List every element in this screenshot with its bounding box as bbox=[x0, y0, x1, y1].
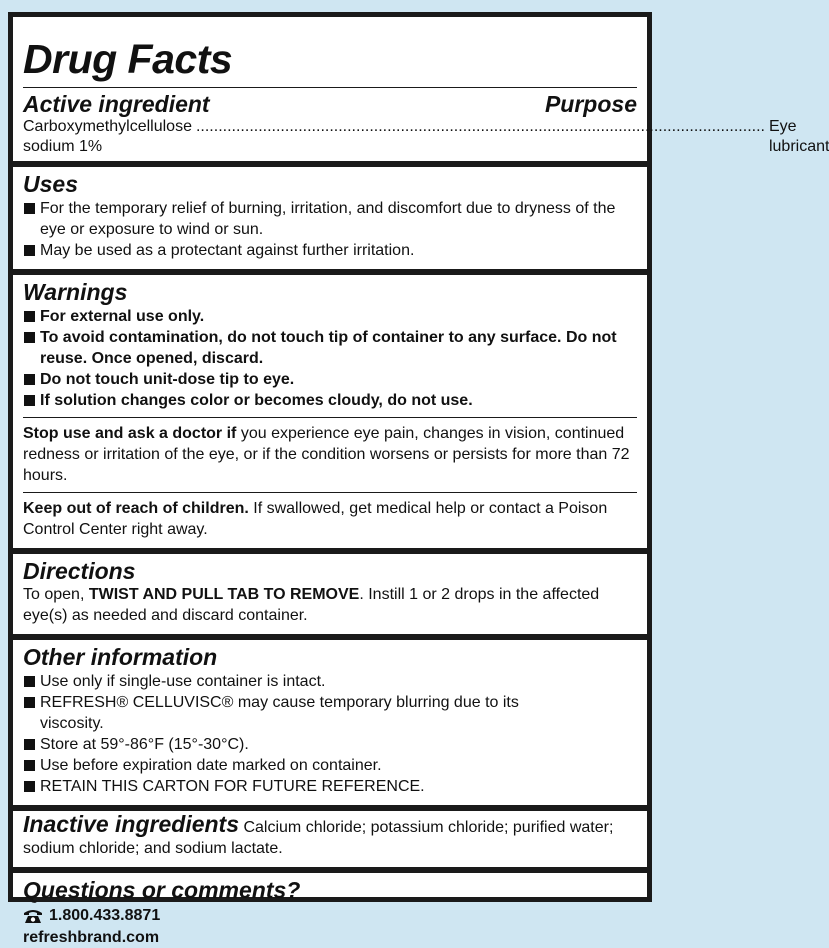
square-bullet-icon bbox=[24, 697, 35, 708]
list-item: Use only if single-use container is intact. bbox=[23, 671, 637, 692]
uses-heading: Uses bbox=[23, 171, 78, 197]
square-bullet-icon bbox=[24, 245, 35, 256]
square-bullet-icon bbox=[24, 374, 35, 385]
website-link[interactable]: refreshbrand.com bbox=[23, 929, 160, 946]
stop-use-paragraph: Stop use and ask a doctor if you experience eye pain, changes in vision, continued redness or irritation of the eye, or if the condition worsens or persists for more than 72 hours. bbox=[23, 425, 630, 484]
purpose-heading: Purpose bbox=[544, 91, 637, 117]
section-divider bbox=[13, 867, 647, 873]
questions-heading: Questions or comments? bbox=[23, 877, 301, 903]
page-title: Drug Facts bbox=[23, 36, 233, 82]
divider bbox=[23, 492, 637, 493]
list-item: Store at 59°-86°F (15°-30°C). bbox=[23, 734, 637, 755]
square-bullet-icon bbox=[24, 203, 35, 214]
drug-facts-panel bbox=[8, 12, 829, 946]
leader-dots bbox=[196, 117, 765, 137]
active-ingredient-row bbox=[23, 117, 829, 157]
inactive-ingredients-heading: Inactive ingredients bbox=[23, 811, 240, 837]
square-bullet-icon bbox=[24, 311, 35, 322]
other-information-heading: Other information bbox=[23, 644, 218, 670]
inactive-ingredients-paragraph: Inactive ingredients Calcium chloride; potassium chloride; purified water; sodium chloride; and sodium lactate. bbox=[23, 811, 614, 857]
list-item: RETAIN THIS CARTON FOR FUTURE REFERENCE. bbox=[23, 776, 637, 797]
section-divider bbox=[13, 161, 647, 167]
warnings-list bbox=[23, 306, 637, 411]
uses-list bbox=[23, 198, 637, 261]
square-bullet-icon bbox=[24, 739, 35, 750]
divider bbox=[23, 417, 637, 418]
section-divider bbox=[13, 634, 647, 640]
active-header-row bbox=[23, 91, 637, 117]
active-ingredient-purpose: Eye lubricant bbox=[768, 118, 829, 155]
keep-out-paragraph: Keep out of reach of children. If swallowed, get medical help or contact a Poison Control Center right away. bbox=[23, 500, 608, 538]
active-ingredient-name: Carboxymethylcellulose sodium 1% bbox=[23, 118, 192, 155]
active-ingredient-heading: Active ingredient bbox=[23, 91, 210, 117]
list-item: Use before expiration date marked on container. bbox=[23, 755, 637, 776]
warnings-heading: Warnings bbox=[23, 279, 128, 305]
square-bullet-icon bbox=[24, 395, 35, 406]
phone-number[interactable]: 1.800.433.8871 bbox=[49, 907, 161, 924]
directions-heading: Directions bbox=[23, 558, 136, 584]
section-divider bbox=[13, 548, 647, 554]
list-item: For the temporary relief of burning, irritation, and discomfort due to dryness of the eye or exposure to wind or sun. bbox=[23, 198, 637, 240]
directions-text: To open, TWIST AND PULL TAB TO REMOVE. Instill 1 or 2 drops in the affected eye(s) as needed and discard container. bbox=[23, 586, 600, 624]
other-information-list bbox=[23, 671, 637, 797]
list-item: To avoid contamination, do not touch tip of container to any surface. Do not reuse. Once opened, discard. bbox=[23, 327, 637, 369]
square-bullet-icon bbox=[24, 676, 35, 687]
square-bullet-icon bbox=[24, 781, 35, 792]
divider bbox=[23, 87, 637, 88]
phone-row bbox=[23, 905, 637, 927]
telephone-icon bbox=[23, 908, 43, 924]
list-item: REFRESH® CELLUVISC® may cause temporary blurring due to its viscosity. bbox=[23, 692, 637, 734]
square-bullet-icon bbox=[24, 760, 35, 771]
square-bullet-icon bbox=[24, 332, 35, 343]
list-item: Do not touch unit-dose tip to eye. bbox=[23, 369, 637, 390]
section-divider bbox=[13, 269, 647, 275]
list-item: May be used as a protectant against further irritation. bbox=[23, 240, 637, 261]
list-item: If solution changes color or becomes cloudy, do not use. bbox=[23, 390, 637, 411]
list-item: For external use only. bbox=[23, 306, 637, 327]
